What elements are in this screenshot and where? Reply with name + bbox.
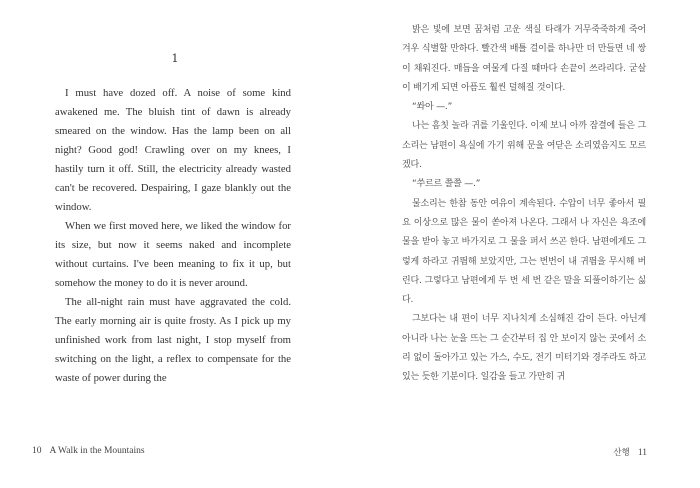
paragraph: 나는 흠칫 놀라 귀를 기울인다. 이제 보니 아까 잠결에 들은 그 소리는 남편이 욕실에 가기 위해 문을 여닫은 소리였음지도 모르겠다.	[402, 121, 646, 171]
running-title: A Walk in the Mountains	[49, 446, 145, 456]
paragraph: “쑤르르 쯜쯜 —.”	[412, 179, 481, 190]
paragraph: 밝은 빛에 보면 꿈처럼 고운 색실 타래가 거무죽죽하게 죽어 겨우 식별할 만하다. 빨간색 배틀 걸이를 하나만 더 만들면 네 쌍이 채워진다. 매듭을 여물게 다질 때마다 손끝이 쓰라리다. 굳살이 배기게 되면 아픔도 훨씬 덜해질 것이다.	[402, 25, 646, 93]
paragraph: I must have dozed off. A noise of some kind awakened me. The bluish tint of dawn is already smeared on the window. Has the lamp been on all night? Good god! Crawling over on my knees, I hastily turn it off. Still, the electricity already wasted can't be recovered. Despairing, I gaze blankly out the window.	[55, 87, 291, 213]
chapter-number: 1	[171, 52, 179, 65]
english-body-text	[55, 84, 291, 388]
paragraph: “쏴아 —.”	[412, 102, 453, 113]
paragraph: 물소리는 한참 동안 여유이 계속된다. 수압이 너무 좋아서 필요 이상으로 많은 물이 쏟아져 나온다. 그래서 나 자신은 욕조에 물을 받아 놓고 바가지로 그 물을 퍼서 쓰곤 한다. 남편에게도 그렇게 하라고 귀띔해 보았지만, 그는 번번이 내 귀띔을 무시해 버린다. 그렇다고 남편에게 두 번 세 번 같은 말을 되풀이하기는 싫다.	[402, 198, 646, 306]
paragraph: The all-night rain must have aggravated the cold. The early morning air is quite frosty. As I pick up my unfinished work from last night, I stop myself from switching on the light, a reflex to compensate for the waste of power during the	[55, 296, 291, 384]
page-number: 11	[637, 448, 647, 458]
paragraph: 그보다는 내 편이 너무 지나치게 소심해진 감이 든다. 아닌게 아니라 나는 눈을 뜨는 그 순간부터 집 안 보이지 않는 곳에서 소리 없이 돌아가고 있는 가스, 수도, 전기 미터기와 경주라도 하고 있는 듯한 기분이다. 일감을 들고 가만히 귀	[402, 314, 646, 383]
running-title: 산행	[613, 448, 630, 458]
paragraph: When we first moved here, we liked the window for its size, but now it seems naked and incomplete without curtains. I've been meaning to fix it up, but somehow the money to do it is never around.	[55, 220, 291, 289]
page-number: 10	[32, 446, 42, 456]
right-footer	[613, 446, 647, 458]
left-footer	[32, 446, 145, 456]
korean-body-text	[402, 21, 646, 388]
